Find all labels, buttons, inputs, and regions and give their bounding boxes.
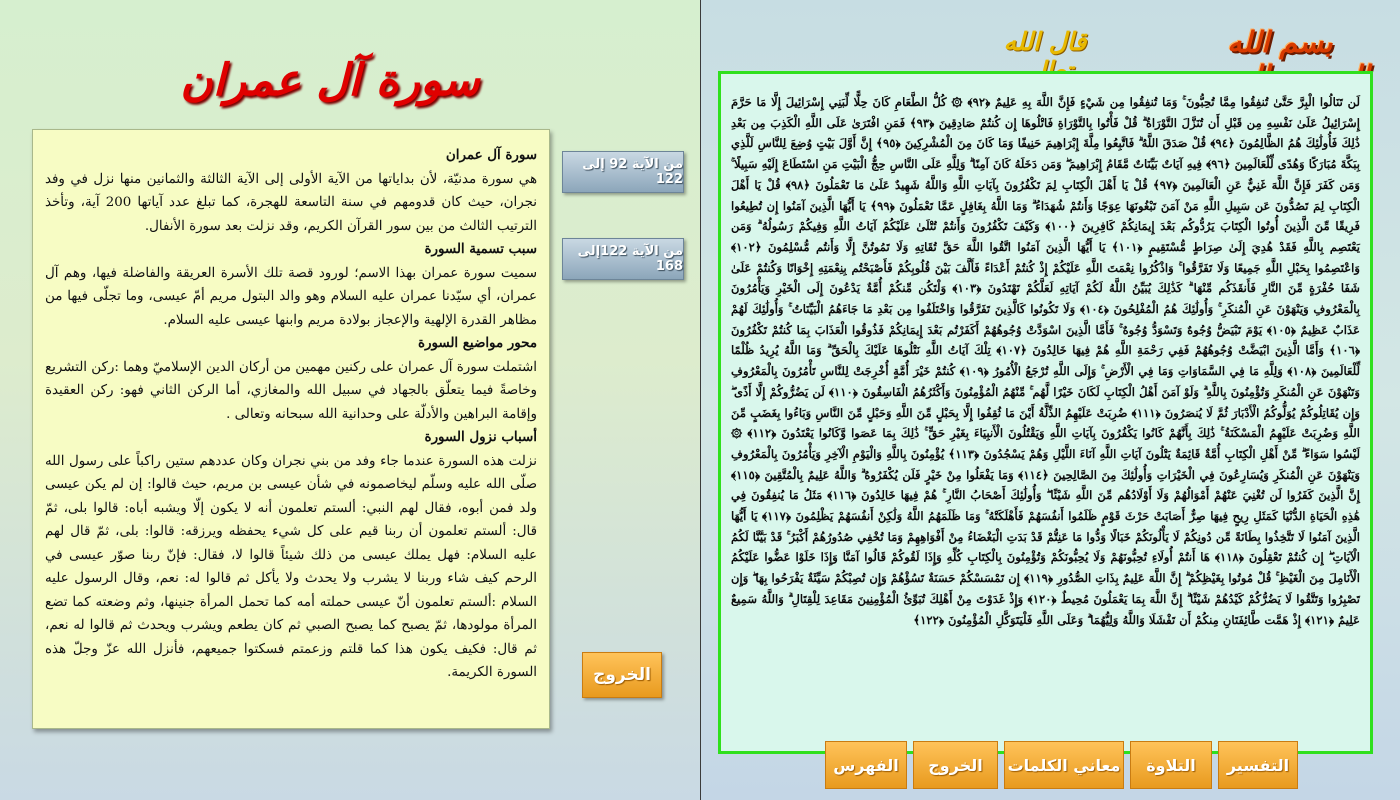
intro-text: هي سورة مدنيّة، لأن بداياتها من الآية الأولى إلى الآية الثالثة والثمانين منها نزل في وفد نجران، حيث كان قدومهم في سنة التاسعة للهجرة، كما تبلغ عدد آياتها 200 آية، وتأخذ الترتيب الثالث من بين سور القرآن الكريم، وقد نزلت بعد سورة الأنفال. (45, 171, 537, 234)
recitation-button[interactable]: التلاوة (1130, 741, 1212, 789)
exit-button[interactable]: الخروج (582, 652, 662, 698)
qal-allah-calligraphy: قال الله (1003, 27, 1087, 56)
tafsir-button[interactable]: التفسير (1218, 741, 1298, 789)
verses-122-168-button[interactable]: من الآية 122إلى 168 (562, 238, 684, 280)
heading-revelation-reasons: أسباب نزول السورة (424, 429, 537, 445)
verses-92-122-button[interactable]: من الآية 92 إلى 122 (562, 151, 684, 193)
topics-text: اشتملت سورة آل عمران على ركنين مهمين من أركان الدين الإسلاميّ وهما :ركن التشريع وخاصةً فيما يتعلّق بالجهاد في سبيل الله والمغازي، أما الركن الثاني فهو: ركن العقيدة وإقامة البراهين والأدلّة على وحدانية الله سبحانه وتعالى . (45, 359, 537, 422)
heading-topics: محور مواضيع السورة (417, 335, 537, 351)
quran-verses-panel (718, 71, 1373, 754)
word-meanings-button[interactable]: معاني الكلمات (1004, 741, 1124, 789)
naming-text: سميت سورة عمران بهذا الاسم؛ لورود قصة تلك الأسرة العريقة والفاضلة فيها، وهم آل عمران، أي سيّدنا عمران عليه السلام وهو والد البتول مريم أمّ عيسى، وما تجلّى فيها من مظاهر القدرة الإلهية والإعجاز بولادة مريم وابنها عيسى عليه السلام. (45, 265, 537, 328)
heading-naming-reason: سبب تسمية السورة (424, 241, 537, 257)
surah-info-panel (32, 129, 550, 729)
exit-button-bottom[interactable]: الخروج (913, 741, 998, 789)
quran-verses-text: لَن تَنَالُوا الْبِرَّ حَتَّىٰ تُنفِقُوا مِمَّا تُحِبُّونَ ۚ وَمَا تُنفِقُوا مِن شَيْءٍ فَإِنَّ اللَّهَ بِهِ عَلِيمٌ ﴿٩٢﴾ ۞ كُلُّ الطَّعَامِ كَانَ حِلًّا لِّبَنِي إِسْرَائِيلَ إِلَّا مَا حَرَّمَ إِسْرَائِيلُ عَلَىٰ نَفْسِهِ مِن قَبْلِ أَن تُنَزَّلَ التَّوْرَاةُ ۗ قُلْ فَأْتُوا بِالتَّوْرَاةِ فَاتْلُوهَا إِن كُنتُمْ صَادِقِينَ ﴿٩٣﴾ فَمَنِ افْتَرَىٰ عَلَى اللَّهِ الْكَذِبَ مِن بَعْدِ ذَٰلِكَ فَأُولَٰئِكَ هُمُ الظَّالِمُونَ ﴿٩٤﴾ قُلْ صَدَقَ اللَّهُ ۗ فَاتَّبِعُوا مِلَّةَ إِبْرَاهِيمَ حَنِيفًا وَمَا كَانَ مِنَ الْمُشْرِكِينَ ﴿٩٥﴾ إِنَّ أَوَّلَ بَيْتٍ وُضِعَ لِلنَّاسِ لَلَّذِي بِبَكَّةَ مُبَارَكًا وَهُدًى لِّلْعَالَمِينَ ﴿٩٦﴾ فِيهِ آيَاتٌ بَيِّنَاتٌ مَّقَامُ إِبْرَاهِيمَ ۖ وَمَن دَخَلَهُ كَانَ آمِنًا ۗ وَلِلَّهِ عَلَى النَّاسِ حِجُّ الْبَيْتِ مَنِ اسْتَطَاعَ إِلَيْهِ سَبِيلًا ۚ وَمَن كَفَرَ فَإِنَّ اللَّهَ غَنِيٌّ عَنِ الْعَالَمِينَ ﴿٩٧﴾ قُلْ يَا أَهْلَ الْكِتَابِ لِمَ تَكْفُرُونَ بِآيَاتِ اللَّهِ وَاللَّهُ شَهِيدٌ عَلَىٰ مَا تَعْمَلُونَ ﴿٩٨﴾ قُلْ يَا أَهْلَ الْكِتَابِ لِمَ تَصُدُّونَ عَن سَبِيلِ اللَّهِ مَنْ آمَنَ تَبْغُونَهَا عِوَجًا وَأَنتُمْ شُهَدَاءُ ۗ وَمَا اللَّهُ بِغَافِلٍ عَمَّا تَعْمَلُونَ ﴿٩٩﴾ يَا أَيُّهَا الَّذِينَ آمَنُوا إِن تُطِيعُوا فَرِيقًا مِّنَ الَّذِينَ أُوتُوا الْكِتَابَ يَرُدُّوكُم بَعْدَ إِيمَانِكُمْ كَافِرِينَ ﴿١٠٠﴾ وَكَيْفَ تَكْفُرُونَ وَأَنتُمْ تُتْلَىٰ عَلَيْكُمْ آيَاتُ اللَّهِ وَفِيكُمْ رَسُولُهُ ۗ وَمَن يَعْتَصِم بِاللَّهِ فَقَدْ هُدِيَ إِلَىٰ صِرَاطٍ مُّسْتَقِيمٍ ﴿١٠١﴾ يَا أَيُّهَا الَّذِينَ آمَنُوا اتَّقُوا اللَّهَ حَقَّ تُقَاتِهِ وَلَا تَمُوتُنَّ إِلَّا وَأَنتُم مُّسْلِمُونَ ﴿١٠٢﴾ وَاعْتَصِمُوا بِحَبْلِ اللَّهِ جَمِيعًا وَلَا تَفَرَّقُوا ۚ وَاذْكُرُوا نِعْمَتَ اللَّهِ عَلَيْكُمْ إِذْ كُنتُمْ أَعْدَاءً فَأَلَّفَ بَيْنَ قُلُوبِكُمْ فَأَصْبَحْتُم بِنِعْمَتِهِ إِخْوَانًا وَكُنتُمْ عَلَىٰ شَفَا حُفْرَةٍ مِّنَ النَّارِ فَأَنقَذَكُم مِّنْهَا ۗ كَذَٰلِكَ يُبَيِّنُ اللَّهُ لَكُمْ آيَاتِهِ لَعَلَّكُمْ تَهْتَدُونَ ﴿١٠٣﴾ وَلْتَكُن مِّنكُمْ أُمَّةٌ يَدْعُونَ إِلَى الْخَيْرِ وَيَأْمُرُونَ بِالْمَعْرُوفِ وَيَنْهَوْنَ عَنِ الْمُنكَرِ ۚ وَأُولَٰئِكَ هُمُ الْمُفْلِحُونَ ﴿١٠٤﴾ وَلَا تَكُونُوا كَالَّذِينَ تَفَرَّقُوا وَاخْتَلَفُوا مِن بَعْدِ مَا جَاءَهُمُ الْبَيِّنَاتُ ۚ وَأُولَٰئِكَ لَهُمْ عَذَابٌ عَظِيمٌ ﴿١٠٥﴾ يَوْمَ تَبْيَضُّ وُجُوهٌ وَتَسْوَدُّ وُجُوهٌ ۚ فَأَمَّا الَّذِينَ اسْوَدَّتْ وُجُوهُهُمْ أَكَفَرْتُم بَعْدَ إِيمَانِكُمْ فَذُوقُوا الْعَذَابَ بِمَا كُنتُمْ تَكْفُرُونَ ﴿١٠٦﴾ وَأَمَّا الَّذِينَ ابْيَضَّتْ وُجُوهُهُمْ فَفِي رَحْمَةِ اللَّهِ هُمْ فِيهَا خَالِدُونَ ﴿١٠٧﴾ تِلْكَ آيَاتُ اللَّهِ نَتْلُوهَا عَلَيْكَ بِالْحَقِّ ۗ وَمَا اللَّهُ يُرِيدُ ظُلْمًا لِّلْعَالَمِينَ ﴿١٠٨﴾ وَلِلَّهِ مَا فِي السَّمَاوَاتِ وَمَا فِي الْأَرْضِ ۚ وَإِلَى اللَّهِ تُرْجَعُ الْأُمُورُ ﴿١٠٩﴾ كُنتُمْ خَيْرَ أُمَّةٍ أُخْرِجَتْ لِلنَّاسِ تَأْمُرُونَ بِالْمَعْرُوفِ وَتَنْهَوْنَ عَنِ الْمُنكَرِ وَتُؤْمِنُونَ بِاللَّهِ ۗ وَلَوْ آمَنَ أَهْلُ الْكِتَابِ لَكَانَ خَيْرًا لَّهُم ۚ مِّنْهُمُ الْمُؤْمِنُونَ وَأَكْثَرُهُمُ الْفَاسِقُونَ ﴿١١٠﴾ لَن يَضُرُّوكُمْ إِلَّا أَذًى ۖ وَإِن يُقَاتِلُوكُمْ يُوَلُّوكُمُ الْأَدْبَارَ ثُمَّ لَا يُنصَرُونَ ﴿١١١﴾ ضُرِبَتْ عَلَيْهِمُ الذِّلَّةُ أَيْنَ مَا ثُقِفُوا إِلَّا بِحَبْلٍ مِّنَ اللَّهِ وَحَبْلٍ مِّنَ النَّاسِ وَبَاءُوا بِغَضَبٍ مِّنَ اللَّهِ وَضُرِبَتْ عَلَيْهِمُ الْمَسْكَنَةُ ۚ ذَٰلِكَ بِأَنَّهُمْ كَانُوا يَكْفُرُونَ بِآيَاتِ اللَّهِ وَيَقْتُلُونَ الْأَنبِيَاءَ بِغَيْرِ حَقٍّ ۚ ذَٰلِكَ بِمَا عَصَوا وَّكَانُوا يَعْتَدُونَ ﴿١١٢﴾ ۞ لَيْسُوا سَوَاءً ۗ مِّنْ أَهْلِ الْكِتَابِ أُمَّةٌ قَائِمَةٌ يَتْلُونَ آيَاتِ اللَّهِ آنَاءَ اللَّيْلِ وَهُمْ يَسْجُدُونَ ﴿١١٣﴾ يُؤْمِنُونَ بِاللَّهِ وَالْيَوْمِ الْآخِرِ وَيَأْمُرُونَ بِالْمَعْرُوفِ وَيَنْهَوْنَ عَنِ الْمُنكَرِ وَيُسَارِعُونَ فِي الْخَيْرَاتِ وَأُولَٰئِكَ مِنَ الصَّالِحِينَ ﴿١١٤﴾ وَمَا يَفْعَلُوا مِنْ خَيْرٍ فَلَن يُكْفَرُوهُ ۗ وَاللَّهُ عَلِيمٌ بِالْمُتَّقِينَ ﴿١١٥﴾ إِنَّ الَّذِينَ كَفَرُوا لَن تُغْنِيَ عَنْهُمْ أَمْوَالُهُمْ وَلَا أَوْلَادُهُم مِّنَ اللَّهِ شَيْئًا ۖ وَأُولَٰئِكَ أَصْحَابُ النَّارِ ۚ هُمْ فِيهَا خَالِدُونَ ﴿١١٦﴾ مَثَلُ مَا يُنفِقُونَ فِي هَٰذِهِ الْحَيَاةِ الدُّنْيَا كَمَثَلِ رِيحٍ فِيهَا صِرٌّ أَصَابَتْ حَرْثَ قَوْمٍ ظَلَمُوا أَنفُسَهُمْ فَأَهْلَكَتْهُ ۚ وَمَا ظَلَمَهُمُ اللَّهُ وَلَٰكِنْ أَنفُسَهُمْ يَظْلِمُونَ ﴿١١٧﴾ يَا أَيُّهَا الَّذِينَ آمَنُوا لَا تَتَّخِذُوا بِطَانَةً مِّن دُونِكُمْ لَا يَأْلُونَكُمْ خَبَالًا وَدُّوا مَا عَنِتُّمْ قَدْ بَدَتِ الْبَغْضَاءُ مِنْ أَفْوَاهِهِمْ وَمَا تُخْفِي صُدُورُهُمْ أَكْبَرُ ۚ قَدْ بَيَّنَّا لَكُمُ الْآيَاتِ ۖ إِن كُنتُمْ تَعْقِلُونَ ﴿١١٨﴾ هَا أَنتُمْ أُولَاءِ تُحِبُّونَهُمْ وَلَا يُحِبُّونَكُمْ وَتُؤْمِنُونَ بِالْكِتَابِ كُلِّهِ وَإِذَا لَقُوكُمْ قَالُوا آمَنَّا وَإِذَا خَلَوْا عَضُّوا عَلَيْكُمُ الْأَنَامِلَ مِنَ الْغَيْظِ ۚ قُلْ مُوتُوا بِغَيْظِكُمْ ۗ إِنَّ اللَّهَ عَلِيمٌ بِذَاتِ الصُّدُورِ ﴿١١٩﴾ إِن تَمْسَسْكُمْ حَسَنَةٌ تَسُؤْهُمْ وَإِن تُصِبْكُمْ سَيِّئَةٌ يَفْرَحُوا بِهَا ۖ وَإِن تَصْبِرُوا وَتَتَّقُوا لَا يَضُرُّكُمْ كَيْدُهُمْ شَيْئًا ۗ إِنَّ اللَّهَ بِمَا يَعْمَلُونَ مُحِيطٌ ﴿١٢٠﴾ وَإِذْ غَدَوْتَ مِنْ أَهْلِكَ تُبَوِّئُ الْمُؤْمِنِينَ مَقَاعِدَ لِلْقِتَالِ ۗ وَاللَّهُ سَمِيعٌ عَلِيمٌ ﴿١٢١﴾ إِذْ هَمَّت طَّائِفَتَانِ مِنكُمْ أَن تَفْشَلَا وَاللَّهُ وَلِيُّهُمَا ۗ وَعَلَى اللَّهِ فَلْيَتَوَكَّلِ الْمُؤْمِنُونَ ﴿١٢٢﴾ (731, 95, 1361, 627)
index-button[interactable]: الفهرس (825, 741, 907, 789)
page-title: سورة آل عمران (180, 55, 480, 106)
heading-surah-name: سورة آل عمران (445, 147, 537, 163)
revelation-reasons-text: نزلت هذه السورة عندما جاء وفد من بني نجران وكان عددهم ستين راكباً على رسول الله صلّى الله عليه وسلّم ليخاصمونه في شأن عيسى بن مريم، حيث قالوا: إن لم يكن عيسى ولد فمن أبوه، فقال لهم النبي: ألستم تعلمون أنه لا يكون إلّا ويشبه أباه: قالوا بلى، ثمّ قال: ألستم تعلمون أن ربنا قيم على كل شيء يحفظه ويرزقه: قالوا: بلى، ثمّ قال لهم عليه السلام: فهل يملك عيسى من ذلك شيئاً قالوا لا، فقال: فإنّ ربنا صوّر عيسى في الرحم كيف شاء وربنا لا يشرب ولا يحدث ولا يأكل ثم قالوا له: نعم، وقال الرسول عليه السلام :ألستم تعلمون أنّ عيسى حملته أمه كما تحمل المرأة جنينها، وثم وضعته كما تضع المرأة مولودها، ثمّ يصبح كما يصبح الصبي ثم كان يطعم ويشرب ويحدث ثم قالوا له نعم، ثم قال: فكيف يكون هذا كما قلتم وزعمتم فسكتوا جميعهم، فأنزل الله عزّ وجلّ هذه السورة الكريمة. (45, 453, 537, 680)
basmala-calligraphy: بسم الله (1227, 25, 1333, 59)
